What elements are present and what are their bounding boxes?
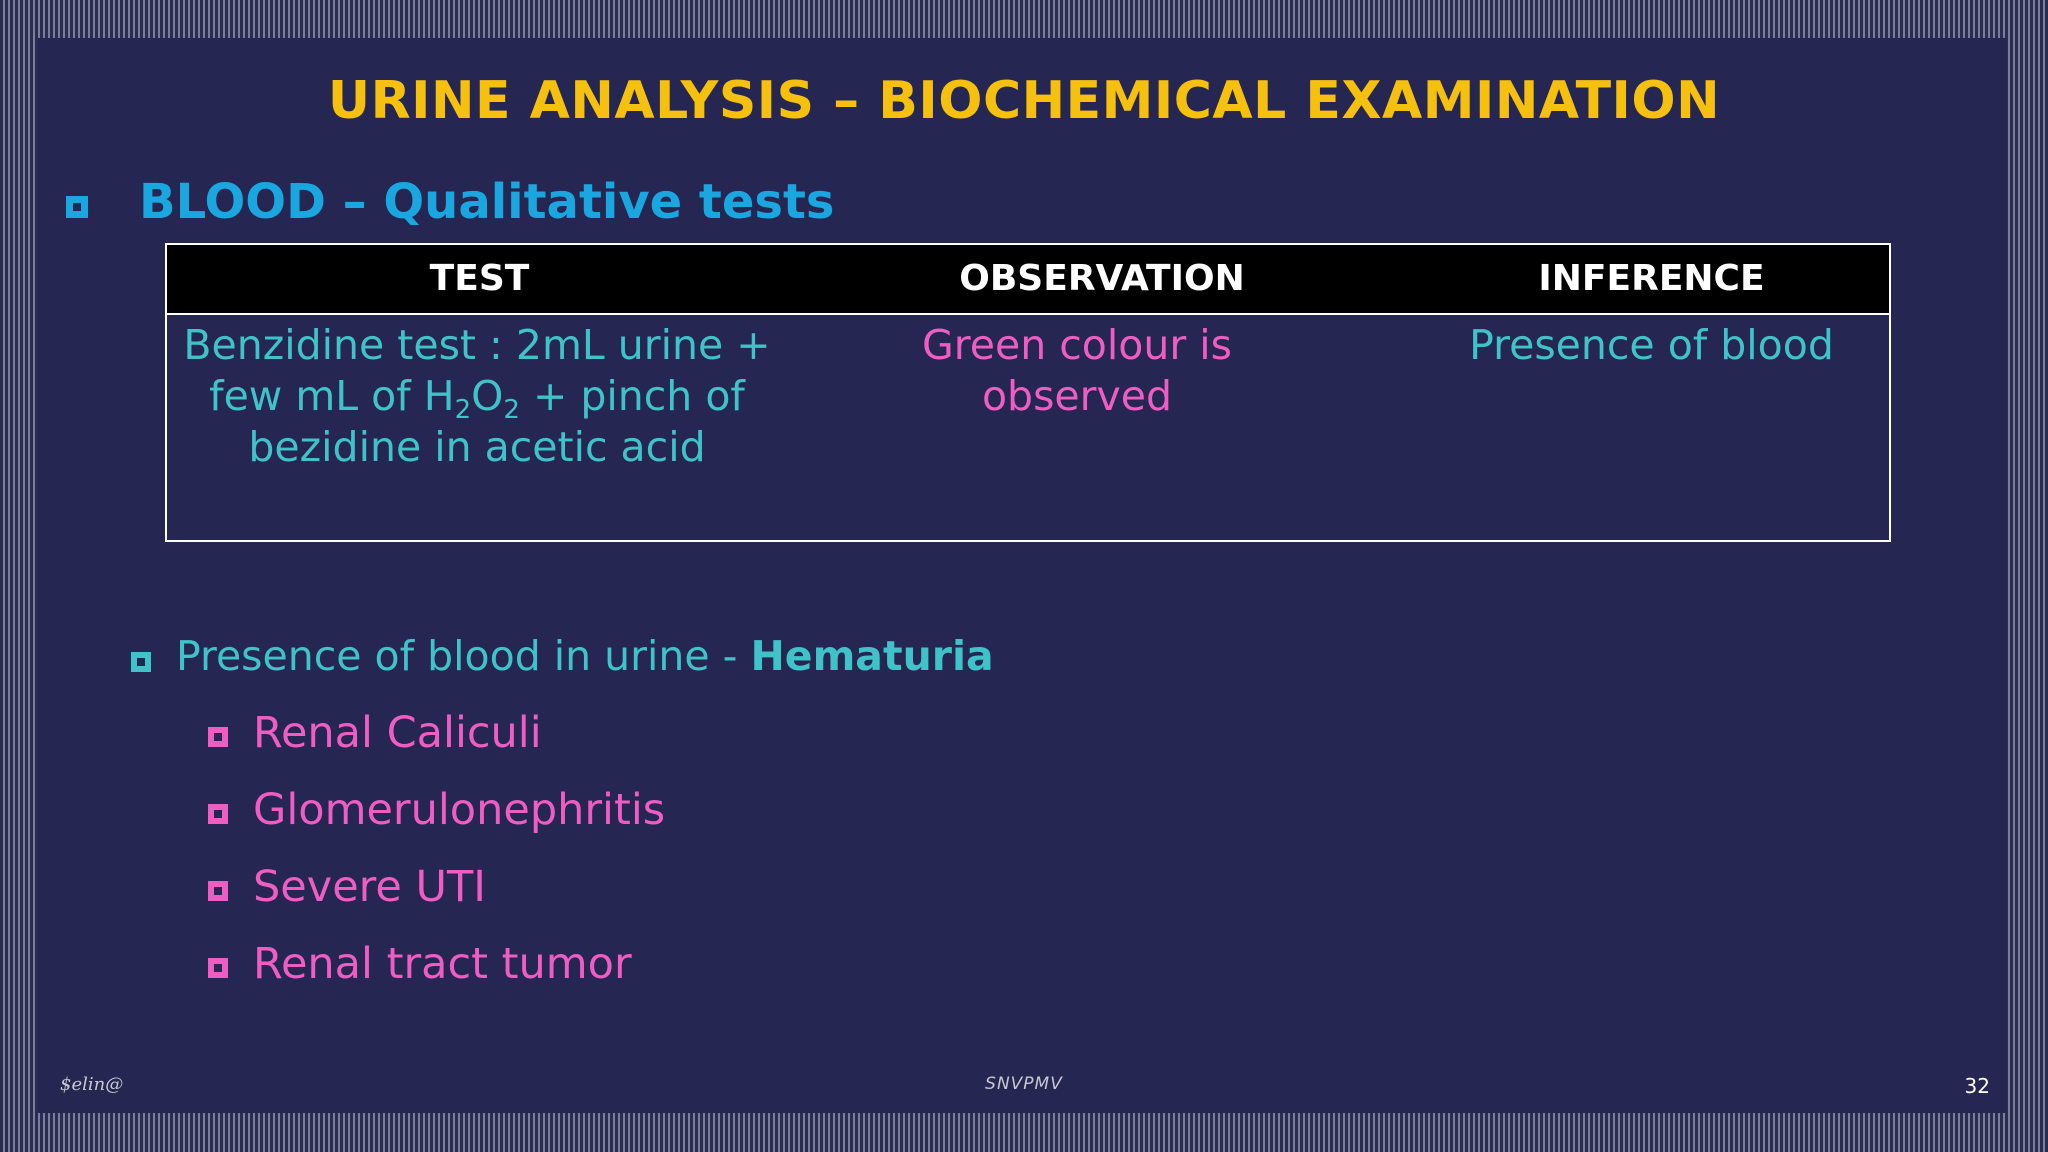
observation-line-1: Green colour is (922, 321, 1232, 369)
hematuria-term: Hematuria (750, 632, 994, 680)
table-header-observation: OBSERVATION (959, 258, 1245, 299)
footer-author: $elin@ (60, 1074, 124, 1095)
tests-table (165, 243, 1891, 542)
cause-item: Severe UTI (253, 862, 486, 912)
hematuria-bullet (176, 626, 994, 686)
cause-item: Renal tract tumor (253, 939, 632, 989)
square-bullet-icon (208, 804, 228, 824)
test-line-2: few mL of $H_2O_2$ + pinch of (209, 372, 745, 425)
test-line-1: Benzidine test : 2mL urine + (183, 321, 771, 369)
square-bullet-icon (131, 652, 151, 672)
table-cell-observation (792, 320, 1362, 422)
footer-center-text: SNVPMV (985, 1074, 1063, 1094)
square-bullet-icon (208, 958, 228, 978)
cause-item: Glomerulonephritis (253, 785, 666, 835)
table-header-row (167, 245, 1889, 315)
cause-item: Renal Caliculi (253, 708, 542, 758)
square-bullet-icon (66, 196, 88, 218)
table-cell-inference: Presence of blood (1469, 321, 1834, 369)
observation-line-2: observed (981, 372, 1173, 420)
page-number: 32 (1964, 1074, 1990, 1098)
table-header-inference: INFERENCE (1538, 258, 1765, 299)
section-heading: BLOOD – Qualitative tests (139, 174, 835, 230)
table-header-test: TEST (429, 258, 530, 299)
slide-title: URINE ANALYSIS – BIOCHEMICAL EXAMINATION (327, 71, 1721, 131)
square-bullet-icon (208, 881, 228, 901)
test-line-3: bezidine in acetic acid (248, 423, 706, 471)
hematuria-text: Presence of blood in urine - (176, 632, 751, 680)
square-bullet-icon (208, 727, 228, 747)
table-cell-test (177, 320, 777, 473)
